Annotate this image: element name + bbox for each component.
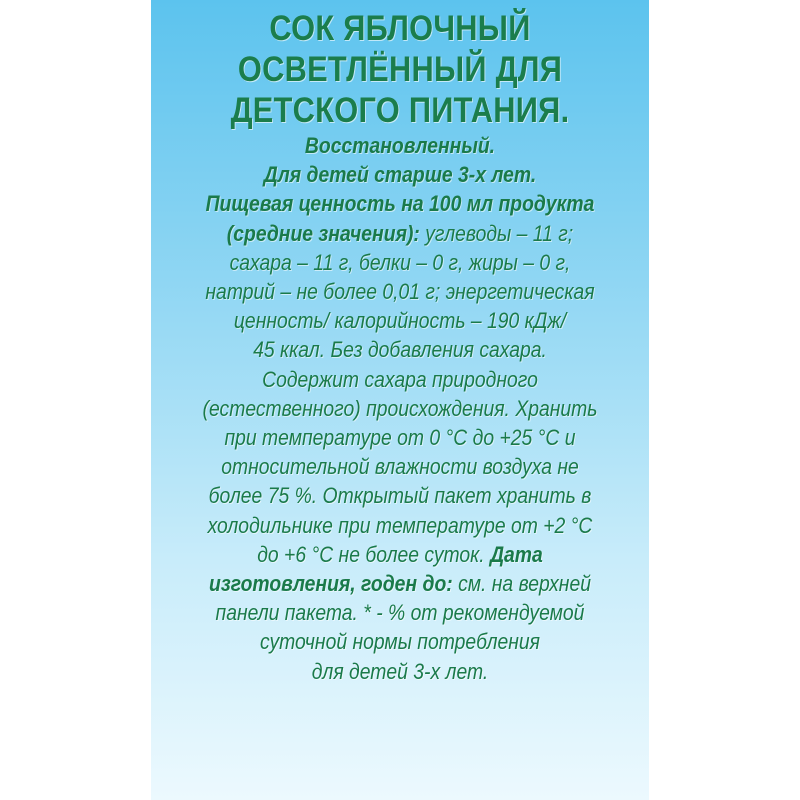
text-fragment: углеводы – 11 г; [419,220,574,246]
text-line: более 75 %. Открытый пакет хранить в [208,483,592,509]
text-line: сахара – 11 г, белки – 0 г, жиры – 0 г, [229,249,571,275]
text-line [56,540,744,569]
date-heading: изготовления, годен до: [209,571,453,597]
nutrition-heading: (средние значения): [226,220,420,246]
text-line: для детей 3-х лет. [311,658,489,684]
title-line: ДЕТСКОГО ПИТАНИЯ. [230,91,570,130]
text-line: при температуре от 0 °С до +25 °С и [224,425,576,451]
text-line [56,569,744,598]
text-line: относительной влажности воздуха не [221,454,579,480]
text-line: холодильнике при температуре от +2 °С [207,512,593,538]
product-description [56,131,744,686]
text-fragment: см. на верхней [452,571,591,597]
text-fragment: до +6 °С не более суток. [257,541,491,567]
title-line: ОСВЕТЛЁННЫЙ ДЛЯ [237,50,563,89]
text-line: Для детей старше 3-х лет. [263,162,537,188]
label-text-block [0,8,800,686]
text-line: Пищевая ценность на 100 мл продукта [205,191,595,217]
title-line: СОК ЯБЛОЧНЫЙ [269,9,531,48]
date-heading: Дата [490,541,543,567]
product-title [48,8,752,131]
text-line: ценность/ калорийность – 190 кДж/ [233,308,567,334]
text-line: суточной нормы потребления [259,629,541,655]
text-line: натрий – не более 0,01 г; энергетическая [205,279,595,305]
text-line: Восстановленный. [304,133,496,158]
text-line: панели пакета. * - % от рекомендуемой [215,600,585,626]
text-line: 45 ккал. Без добавления сахара. [253,337,547,363]
text-line: Содержит сахара природного [262,366,538,392]
text-line [56,219,744,248]
text-line: (естественного) происхождения. Хранить [202,395,598,421]
